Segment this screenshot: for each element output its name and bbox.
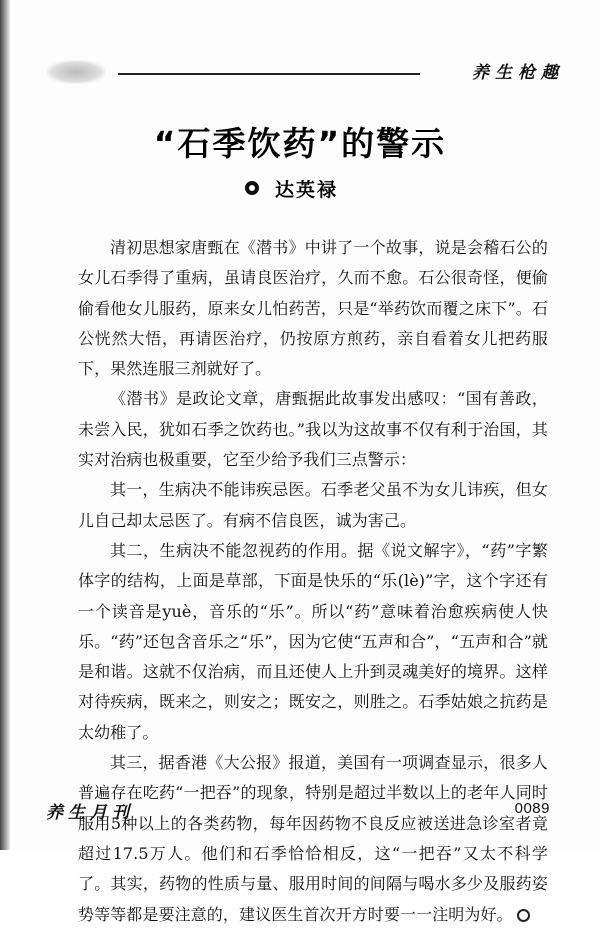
header-logo-smudge [46, 60, 106, 84]
end-of-article-icon [517, 909, 530, 922]
page-number: 0089 [514, 800, 550, 817]
byline [245, 176, 338, 200]
article-body [78, 233, 548, 930]
paragraph: 《潜书》是政论文章，唐甄据此故事发出感叹：“国有善政，未尝入民，犹如石季之饮药也。”我以为这故事不仅有利于治国，其实对治病也极重要，它至少给予我们三点警示： [78, 389, 548, 470]
paragraph-last [78, 748, 548, 930]
magazine-name: 养生月刊 [46, 803, 134, 823]
author-name: 达英禄 [275, 178, 339, 201]
paragraph: 其一，生病决不能讳疾忌医。石季老父虽不为女儿讳疾，但女儿自己却太忌医了。有病不信良医，诚为害己。 [78, 480, 548, 530]
section-label: 养生枪趣 [472, 63, 564, 83]
header-rule [118, 73, 420, 75]
paragraph: 清初思想家唐甄在《潜书》中讲了一个故事，说是会稽石公的女儿石季得了重病，虽请良医治疗，久而不愈。石公很奇怪，便偷偷看他女儿服药，原来女儿怕药苦，只是“举药饮而覆之床下”。石公恍然大悟，再请医治疗，仍按原方煎药，亲自看着女儿把药服下，果然连服三剂就好了。 [78, 238, 548, 379]
paragraph: 其二，生病决不能忽视药的作用。据《说文解字》，“药”字繁体字的结构，上面是草部，下面是快乐的“乐(lè)”字，这个字还有一个读音是yuè，音乐的“乐”。所以“药”意味着治愈疾病使人快乐。“药”还包含音乐之“乐”，因为它使“五声和合”，“五声和合”就是和谐。这就不仅治病，而且还使人上升到灵魂美好的境界。这样对待疾病，既来之，则安之；既安之，则胜之。石季姑娘之抗药是太幼稚了。 [78, 540, 548, 742]
byline-bullet-icon [245, 181, 259, 195]
article-title: “石季饮药”的警示 [153, 124, 447, 163]
paragraph-text: 其三，据香港《大公报》报道，美国有一项调查显示，很多人普遍存在吃药“一把吞”的现象，特别是超过半数以上的老年人同时服用5种以上的各类药物，每年因药物不良反应被送进急诊室者竟超过17.5万人。他们和石季恰恰相反，这“一把吞”又太不科学了。其实，药物的性质与量、服用时间的间隔与喝水多少及服药姿势等等都是要注意的，建议医生首次开方时要一一注明为好。 [78, 753, 548, 924]
